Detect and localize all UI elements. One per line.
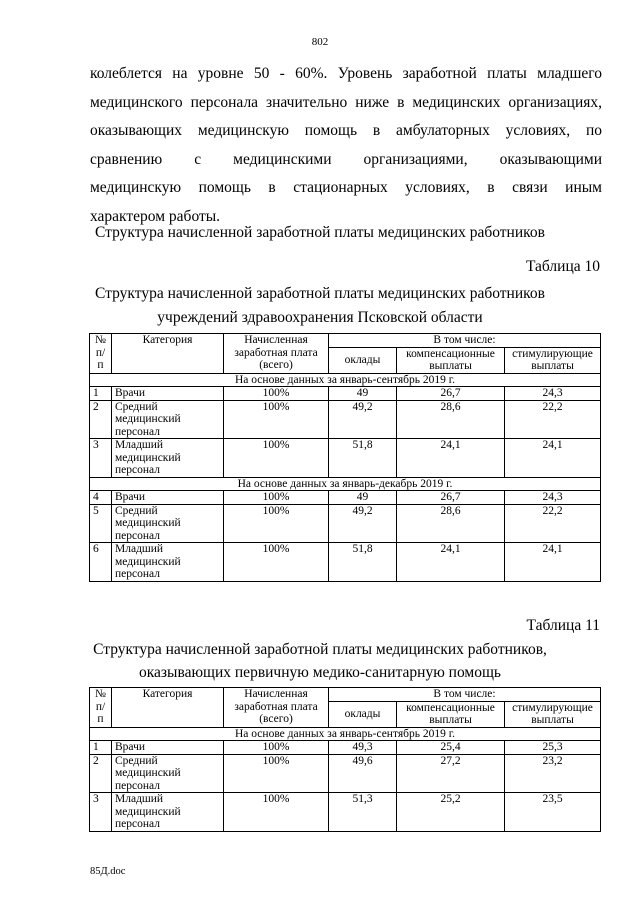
row-stimulating: 22,2 <box>505 400 601 439</box>
paragraph-line: оказывающих медицинскую помощь в амбулаторных условиях, по <box>90 122 602 140</box>
row-total: 100% <box>224 504 329 543</box>
header-including: В том числе: <box>329 334 601 348</box>
row-total: 100% <box>224 543 329 582</box>
row-stimulating: 22,2 <box>505 504 601 543</box>
paragraph-line: медицинского персонала значительно ниже в медицинских организациях, <box>90 93 602 111</box>
row-category: Врачи <box>112 741 224 755</box>
row-category: Младший медицинский персонал <box>112 793 224 832</box>
row-salary: 49 <box>329 491 397 505</box>
row-stimulating: 25,3 <box>505 741 601 755</box>
table-row <box>90 387 601 401</box>
row-compensation: 25,2 <box>397 793 505 832</box>
row-stimulating: 23,5 <box>505 793 601 832</box>
section-heading: Структура начисленной заработной платы медицинских работников <box>95 224 545 241</box>
table11 <box>89 687 601 832</box>
row-total: 100% <box>224 741 329 755</box>
row-compensation: 24,1 <box>397 543 505 582</box>
table11-label: Таблица 11 <box>526 617 600 634</box>
row-number: 3 <box>90 793 112 832</box>
row-stimulating: 24,1 <box>505 543 601 582</box>
header-total: Начисленная заработная плата (всего) <box>224 334 329 374</box>
row-total: 100% <box>224 439 329 478</box>
header-salary: оклады <box>329 701 397 727</box>
row-stimulating: 24,3 <box>505 491 601 505</box>
row-compensation: 26,7 <box>397 491 505 505</box>
paragraph-line: сравнению с медицинскими организациями, оказывающими <box>90 150 602 168</box>
header-stim: стимулирующие выплаты <box>505 347 601 373</box>
row-number: 2 <box>90 754 112 793</box>
body-paragraph <box>90 60 602 232</box>
table-row <box>90 439 601 478</box>
header-comp: компенсационные выплаты <box>397 701 505 727</box>
row-number: 5 <box>90 504 112 543</box>
header-category: Категория <box>112 688 224 728</box>
row-compensation: 25,4 <box>397 741 505 755</box>
row-category: Врачи <box>112 491 224 505</box>
table-row <box>90 491 601 505</box>
table-row <box>90 754 601 793</box>
table-row <box>90 400 601 439</box>
header-salary: оклады <box>329 347 397 373</box>
table11-body <box>90 727 601 831</box>
section-row <box>90 727 601 741</box>
row-compensation: 27,2 <box>397 754 505 793</box>
header-num: № п/п <box>90 334 112 374</box>
section-label: На основе данных за январь-сентябрь 2019 г. <box>90 727 601 741</box>
paragraph-line: характером работы. <box>90 207 221 225</box>
table10-title-line1: Структура начисленной заработной платы медицинских работников <box>95 285 545 302</box>
table-row <box>90 741 601 755</box>
row-total: 100% <box>224 754 329 793</box>
row-number: 4 <box>90 491 112 505</box>
row-number: 1 <box>90 387 112 401</box>
row-stimulating: 23,2 <box>505 754 601 793</box>
row-salary: 51,3 <box>329 793 397 832</box>
row-category: Средний медицинский персонал <box>112 754 224 793</box>
section-row <box>90 373 601 387</box>
section-label: На основе данных за январь-декабрь 2019 г. <box>90 477 601 491</box>
table11-title-line1: Структура начисленной заработной платы медицинских работников, <box>93 641 547 658</box>
row-total: 100% <box>224 400 329 439</box>
row-category: Средний медицинский персонал <box>112 400 224 439</box>
row-category: Врачи <box>112 387 224 401</box>
row-stimulating: 24,3 <box>505 387 601 401</box>
row-salary: 51,8 <box>329 543 397 582</box>
table11-title-line2: оказывающих первичную медико-санитарную помощь <box>139 664 501 681</box>
row-salary: 49,3 <box>329 741 397 755</box>
row-total: 100% <box>224 793 329 832</box>
paragraph-line: колеблется на уровне 50 - 60%. Уровень заработной платы младшего <box>90 65 602 82</box>
row-stimulating: 24,1 <box>505 439 601 478</box>
table10-label: Таблица 10 <box>525 258 600 275</box>
row-category: Средний медицинский персонал <box>112 504 224 543</box>
footer-filename: 85Д.doc <box>90 866 126 877</box>
row-salary: 49 <box>329 387 397 401</box>
section-label: На основе данных за январь-сентябрь 2019 г. <box>90 373 601 387</box>
row-category: Младший медицинский персонал <box>112 543 224 582</box>
row-number: 6 <box>90 543 112 582</box>
header-num: № п/п <box>90 688 112 728</box>
row-salary: 51,8 <box>329 439 397 478</box>
table-row <box>90 543 601 582</box>
row-total: 100% <box>224 491 329 505</box>
table10 <box>89 333 601 582</box>
page-number: 802 <box>311 36 329 48</box>
header-stim: стимулирующие выплаты <box>505 701 601 727</box>
header-comp: компенсационные выплаты <box>397 347 505 373</box>
header-total: Начисленная заработная плата (всего) <box>224 688 329 728</box>
table-row <box>90 793 601 832</box>
row-salary: 49,2 <box>329 400 397 439</box>
header-including: В том числе: <box>329 688 601 702</box>
row-compensation: 26,7 <box>397 387 505 401</box>
row-number: 3 <box>90 439 112 478</box>
row-salary: 49,6 <box>329 754 397 793</box>
row-category: Младший медицинский персонал <box>112 439 224 478</box>
row-compensation: 28,6 <box>397 504 505 543</box>
row-salary: 49,2 <box>329 504 397 543</box>
row-number: 1 <box>90 741 112 755</box>
row-compensation: 28,6 <box>397 400 505 439</box>
section-row <box>90 477 601 491</box>
row-total: 100% <box>224 387 329 401</box>
table10-body <box>90 373 601 581</box>
table-row <box>90 504 601 543</box>
row-number: 2 <box>90 400 112 439</box>
header-category: Категория <box>112 334 224 374</box>
table10-title-line2: учреждений здравоохранения Псковской области <box>157 309 483 326</box>
paragraph-line: медицинскую помощь в стационарных условиях, в связи иным <box>90 179 602 197</box>
row-compensation: 24,1 <box>397 439 505 478</box>
